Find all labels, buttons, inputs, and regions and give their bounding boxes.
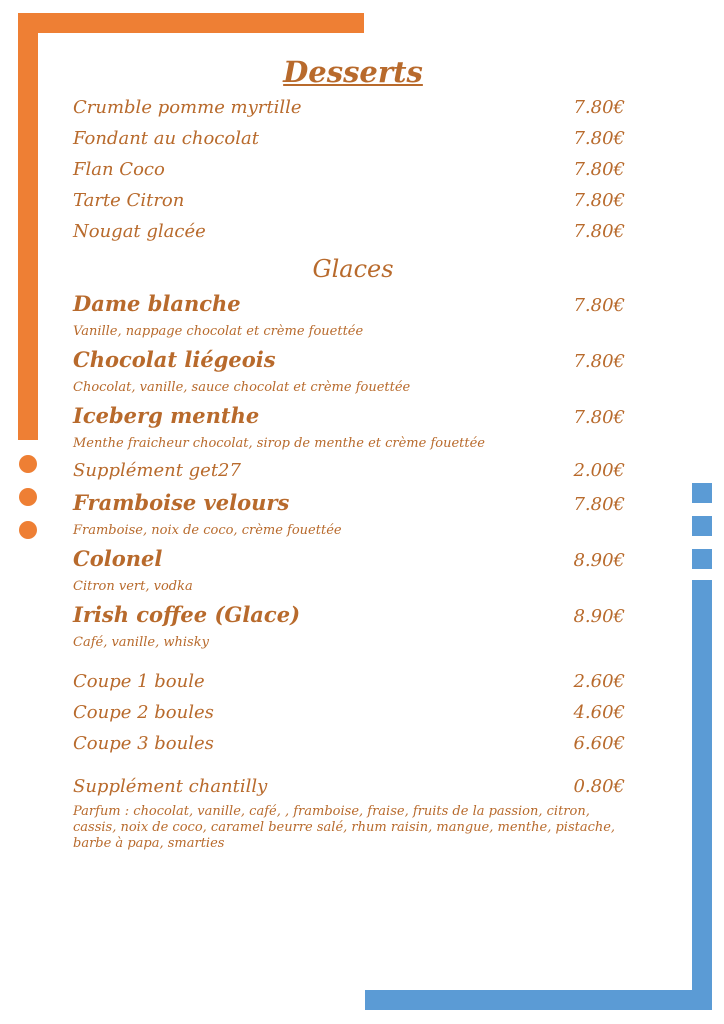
item-name: Supplément get27 [73,460,241,481]
item-name: Crumble pomme myrtille [73,97,302,118]
item-price: 7.80€ [573,159,625,180]
menu-item [73,697,633,728]
orange-frame-top [18,13,364,33]
orange-frame-left [18,13,38,440]
item-name: Flan Coco [73,159,165,180]
item-name: Coupe 3 boules [73,733,214,754]
menu-item [73,185,633,216]
menu-content [73,52,633,852]
blue-frame-right [692,580,712,1010]
item-name: Irish coffee (Glace) [73,602,301,627]
blue-square [692,516,712,536]
item-price: 7.80€ [573,295,625,316]
blue-square [692,483,712,503]
item-price: 7.80€ [573,97,625,118]
item-description: Menthe fraicheur chocolat, sirop de menthe et crème fouettée [73,436,486,451]
item-price: 6.60€ [573,733,625,754]
item-price: 7.80€ [573,128,625,149]
menu-item [73,486,633,520]
orange-dot [19,455,37,473]
item-price: 7.80€ [573,407,625,428]
menu-item [73,123,633,154]
item-price: 4.60€ [573,702,625,723]
item-price: 7.80€ [573,494,625,515]
menu-item [73,666,633,697]
item-price: 8.90€ [573,606,625,627]
menu-item [73,154,633,185]
blue-frame-bottom [365,990,712,1010]
item-price: 0.80€ [573,776,625,797]
item-description: Vanille, nappage chocolat et crème fouettée [73,324,364,339]
item-description: Chocolat, vanille, sauce chocolat et crème fouettée [73,380,411,395]
menu-item [73,542,633,576]
desserts-title: Desserts [283,55,423,89]
item-name: Fondant au chocolat [73,128,259,149]
menu-item [73,287,633,321]
item-price: 2.00€ [573,460,625,481]
menu-item [73,399,633,433]
item-name: Dame blanche [73,291,241,316]
item-name: Chocolat liégeois [73,347,276,372]
item-name: Framboise velours [73,490,290,515]
orange-dot [19,488,37,506]
menu-item [73,771,633,802]
item-description: Café, vanille, whisky [73,635,209,650]
item-price: 8.90€ [573,550,625,571]
menu-item [73,343,633,377]
item-name: Coupe 1 boule [73,671,205,692]
item-price: 7.80€ [573,221,625,242]
menu-item [73,455,633,486]
item-description: Citron vert, vodka [73,579,193,594]
item-description: Framboise, noix de coco, crème fouettée [73,523,342,538]
flavours-list: Parfum : chocolat, vanille, café, , framboise, fraise, fruits de la passion, citron, cassis, noix de coco, caramel beurre salé, rhum raisin, mangue, menthe, pistache, barbe à papa, smarties [73,804,616,851]
item-price: 7.80€ [573,190,625,211]
menu-item [73,728,633,759]
glaces-title: Glaces [312,255,394,283]
menu-item [73,216,633,247]
blue-square [692,549,712,569]
menu-item [73,92,633,123]
orange-dot [19,521,37,539]
item-name: Coupe 2 boules [73,702,214,723]
item-name: Iceberg menthe [73,403,260,428]
item-name: Tarte Citron [73,190,185,211]
item-name: Nougat glacée [73,221,206,242]
item-name: Colonel [73,546,163,571]
item-price: 2.60€ [573,671,625,692]
item-price: 7.80€ [573,351,625,372]
menu-item [73,598,633,632]
item-name: Supplément chantilly [73,776,268,797]
